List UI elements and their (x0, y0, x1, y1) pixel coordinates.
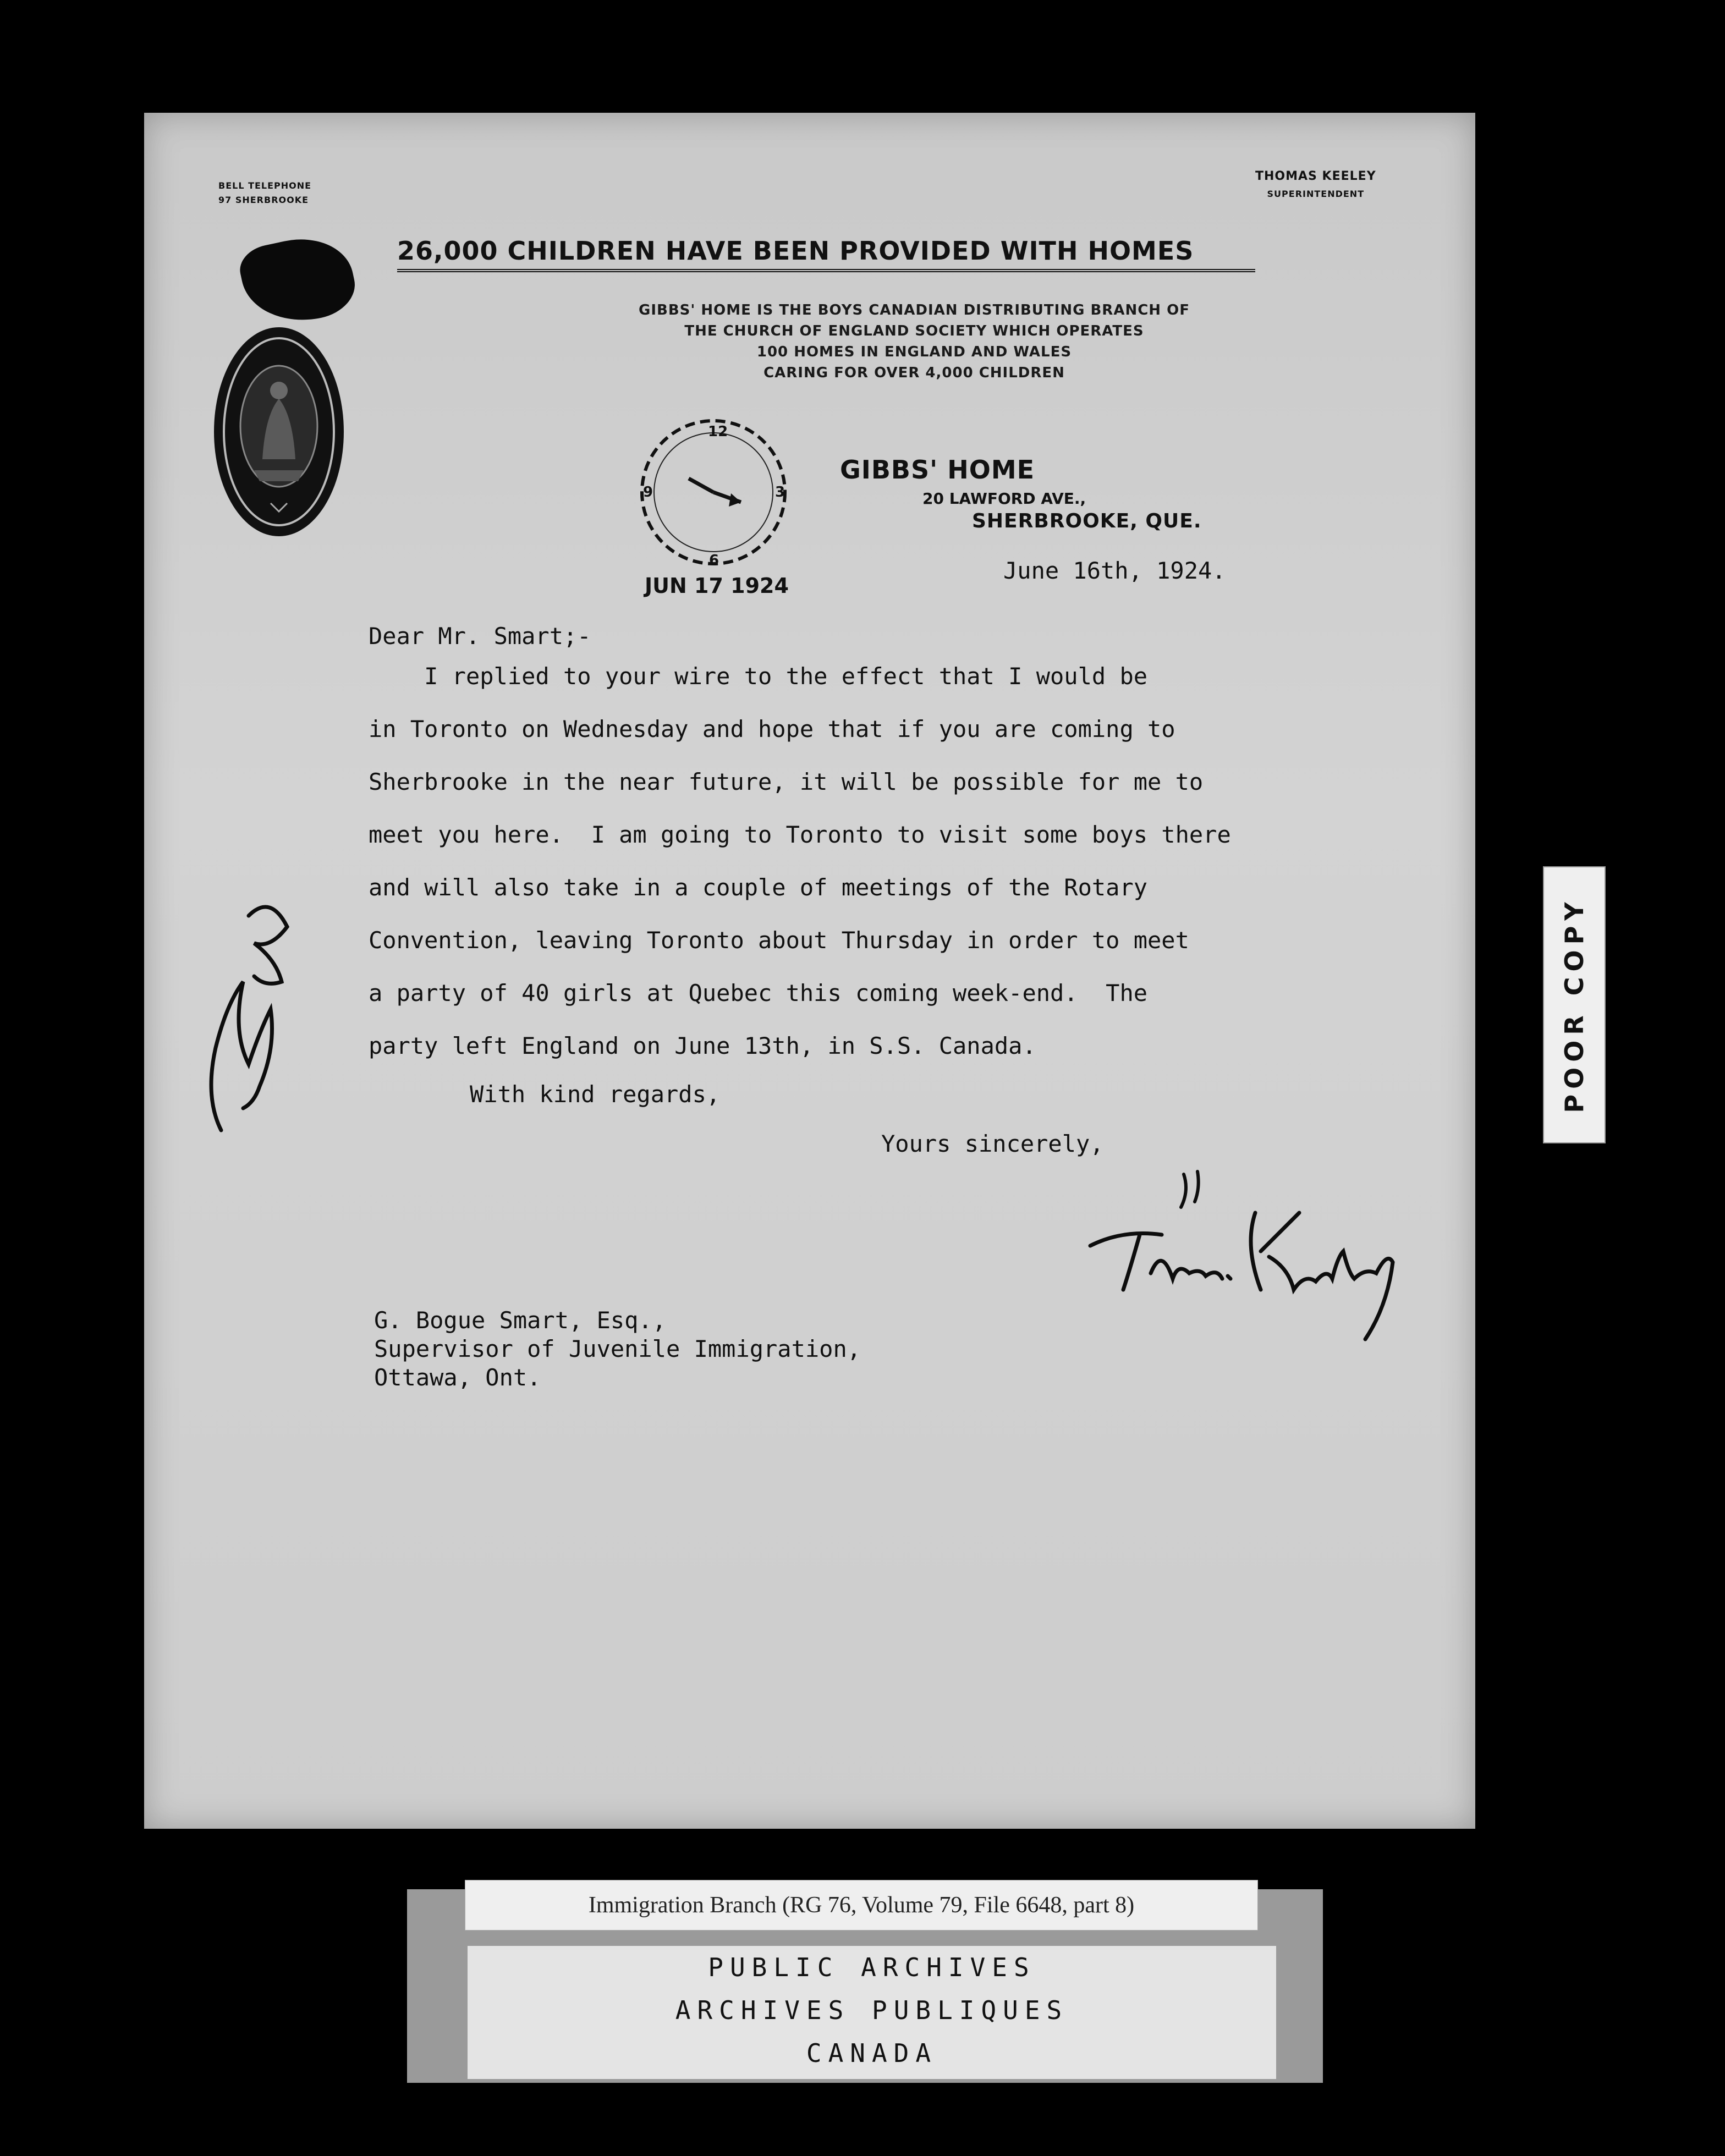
body-line: and will also take in a couple of meetings of the Rotary (369, 874, 1148, 901)
body-line: Convention, leaving Toronto about Thursday in order to meet (369, 927, 1189, 954)
letter-page (144, 113, 1475, 1829)
letterhead-headline: 26,000 CHILDREN HAVE BEEN PROVIDED WITH HOMES (397, 236, 1255, 272)
subheading-line: 100 HOMES IN ENGLAND AND WALES (756, 344, 1072, 360)
letter-body (369, 663, 1359, 1085)
salutation: Dear Mr. Smart;- (369, 623, 591, 650)
organisation-city: SHERBROOKE, QUE. (972, 510, 1202, 532)
telephone-line: BELL TELEPHONE (218, 180, 312, 191)
body-line: I replied to your wire to the effect that I would be (369, 663, 1148, 690)
body-line: in Toronto on Wednesday and hope that if you are coming to (369, 716, 1175, 743)
poor-copy-tag (1543, 866, 1606, 1143)
body-line: party left England on June 13th, in S.S. Canada. (369, 1032, 1036, 1059)
margin-handwritten-initials-icon (166, 866, 298, 1152)
archive-reference-label: Immigration Branch (RG 76, Volume 79, File 6648, part 8) (465, 1880, 1258, 1931)
archive-line: ARCHIVES PUBLIQUES (675, 1995, 1069, 2025)
body-line: meet you here. I am going to Toronto to visit some boys there (369, 821, 1231, 848)
superintendent-name: THOMAS KEELEY (1255, 169, 1376, 183)
letterhead-subheading (496, 300, 1332, 383)
organisation-address-line: 20 LAWFORD AVE., (922, 490, 1086, 508)
telephone-block (218, 179, 311, 207)
body-line: a party of 40 girls at Quebec this coming week-end. The (369, 980, 1148, 1007)
organisation-name: GIBBS' HOME (840, 455, 1035, 485)
handwritten-signature-icon (1079, 1163, 1409, 1345)
addressee-block (374, 1306, 861, 1392)
society-seal-icon (210, 322, 348, 542)
superintendent-block (1255, 168, 1376, 203)
valediction: Yours sincerely, (881, 1130, 1104, 1157)
received-clock-stamp-icon (631, 410, 796, 575)
svg-text:9: 9 (643, 484, 653, 501)
subheading-line: GIBBS' HOME IS THE BOYS CANADIAN DISTRIBUTING BRANCH OF (639, 302, 1190, 318)
addressee-line: Ottawa, Ont. (374, 1364, 541, 1391)
closing: With kind regards, (470, 1081, 721, 1108)
poor-copy-label: POOR COPY (1559, 897, 1589, 1113)
body-line: Sherbrooke in the near future, it will be possible for me to (369, 768, 1204, 795)
svg-text:6: 6 (709, 552, 719, 569)
subheading-line: CARING FOR OVER 4,000 CHILDREN (763, 365, 1065, 381)
addressee-line: Supervisor of Juvenile Immigration, (374, 1335, 861, 1362)
received-stamp-date: JUN 17 1924 (645, 574, 789, 598)
addressee-line: G. Bogue Smart, Esq., (374, 1307, 667, 1334)
telephone-line: 97 SHERBROOKE (218, 195, 309, 205)
archive-stamp (468, 1946, 1276, 2079)
archive-line: CANADA (806, 2038, 938, 2068)
svg-text:3: 3 (775, 484, 785, 501)
superintendent-title: SUPERINTENDENT (1267, 189, 1365, 199)
archive-line: PUBLIC ARCHIVES (708, 1953, 1036, 1982)
subheading-line: THE CHURCH OF ENGLAND SOCIETY WHICH OPERATES (684, 323, 1144, 339)
torn-paper-mark (236, 229, 361, 332)
letter-date: June 16th, 1924. (1003, 557, 1226, 584)
svg-text:12: 12 (708, 424, 728, 440)
